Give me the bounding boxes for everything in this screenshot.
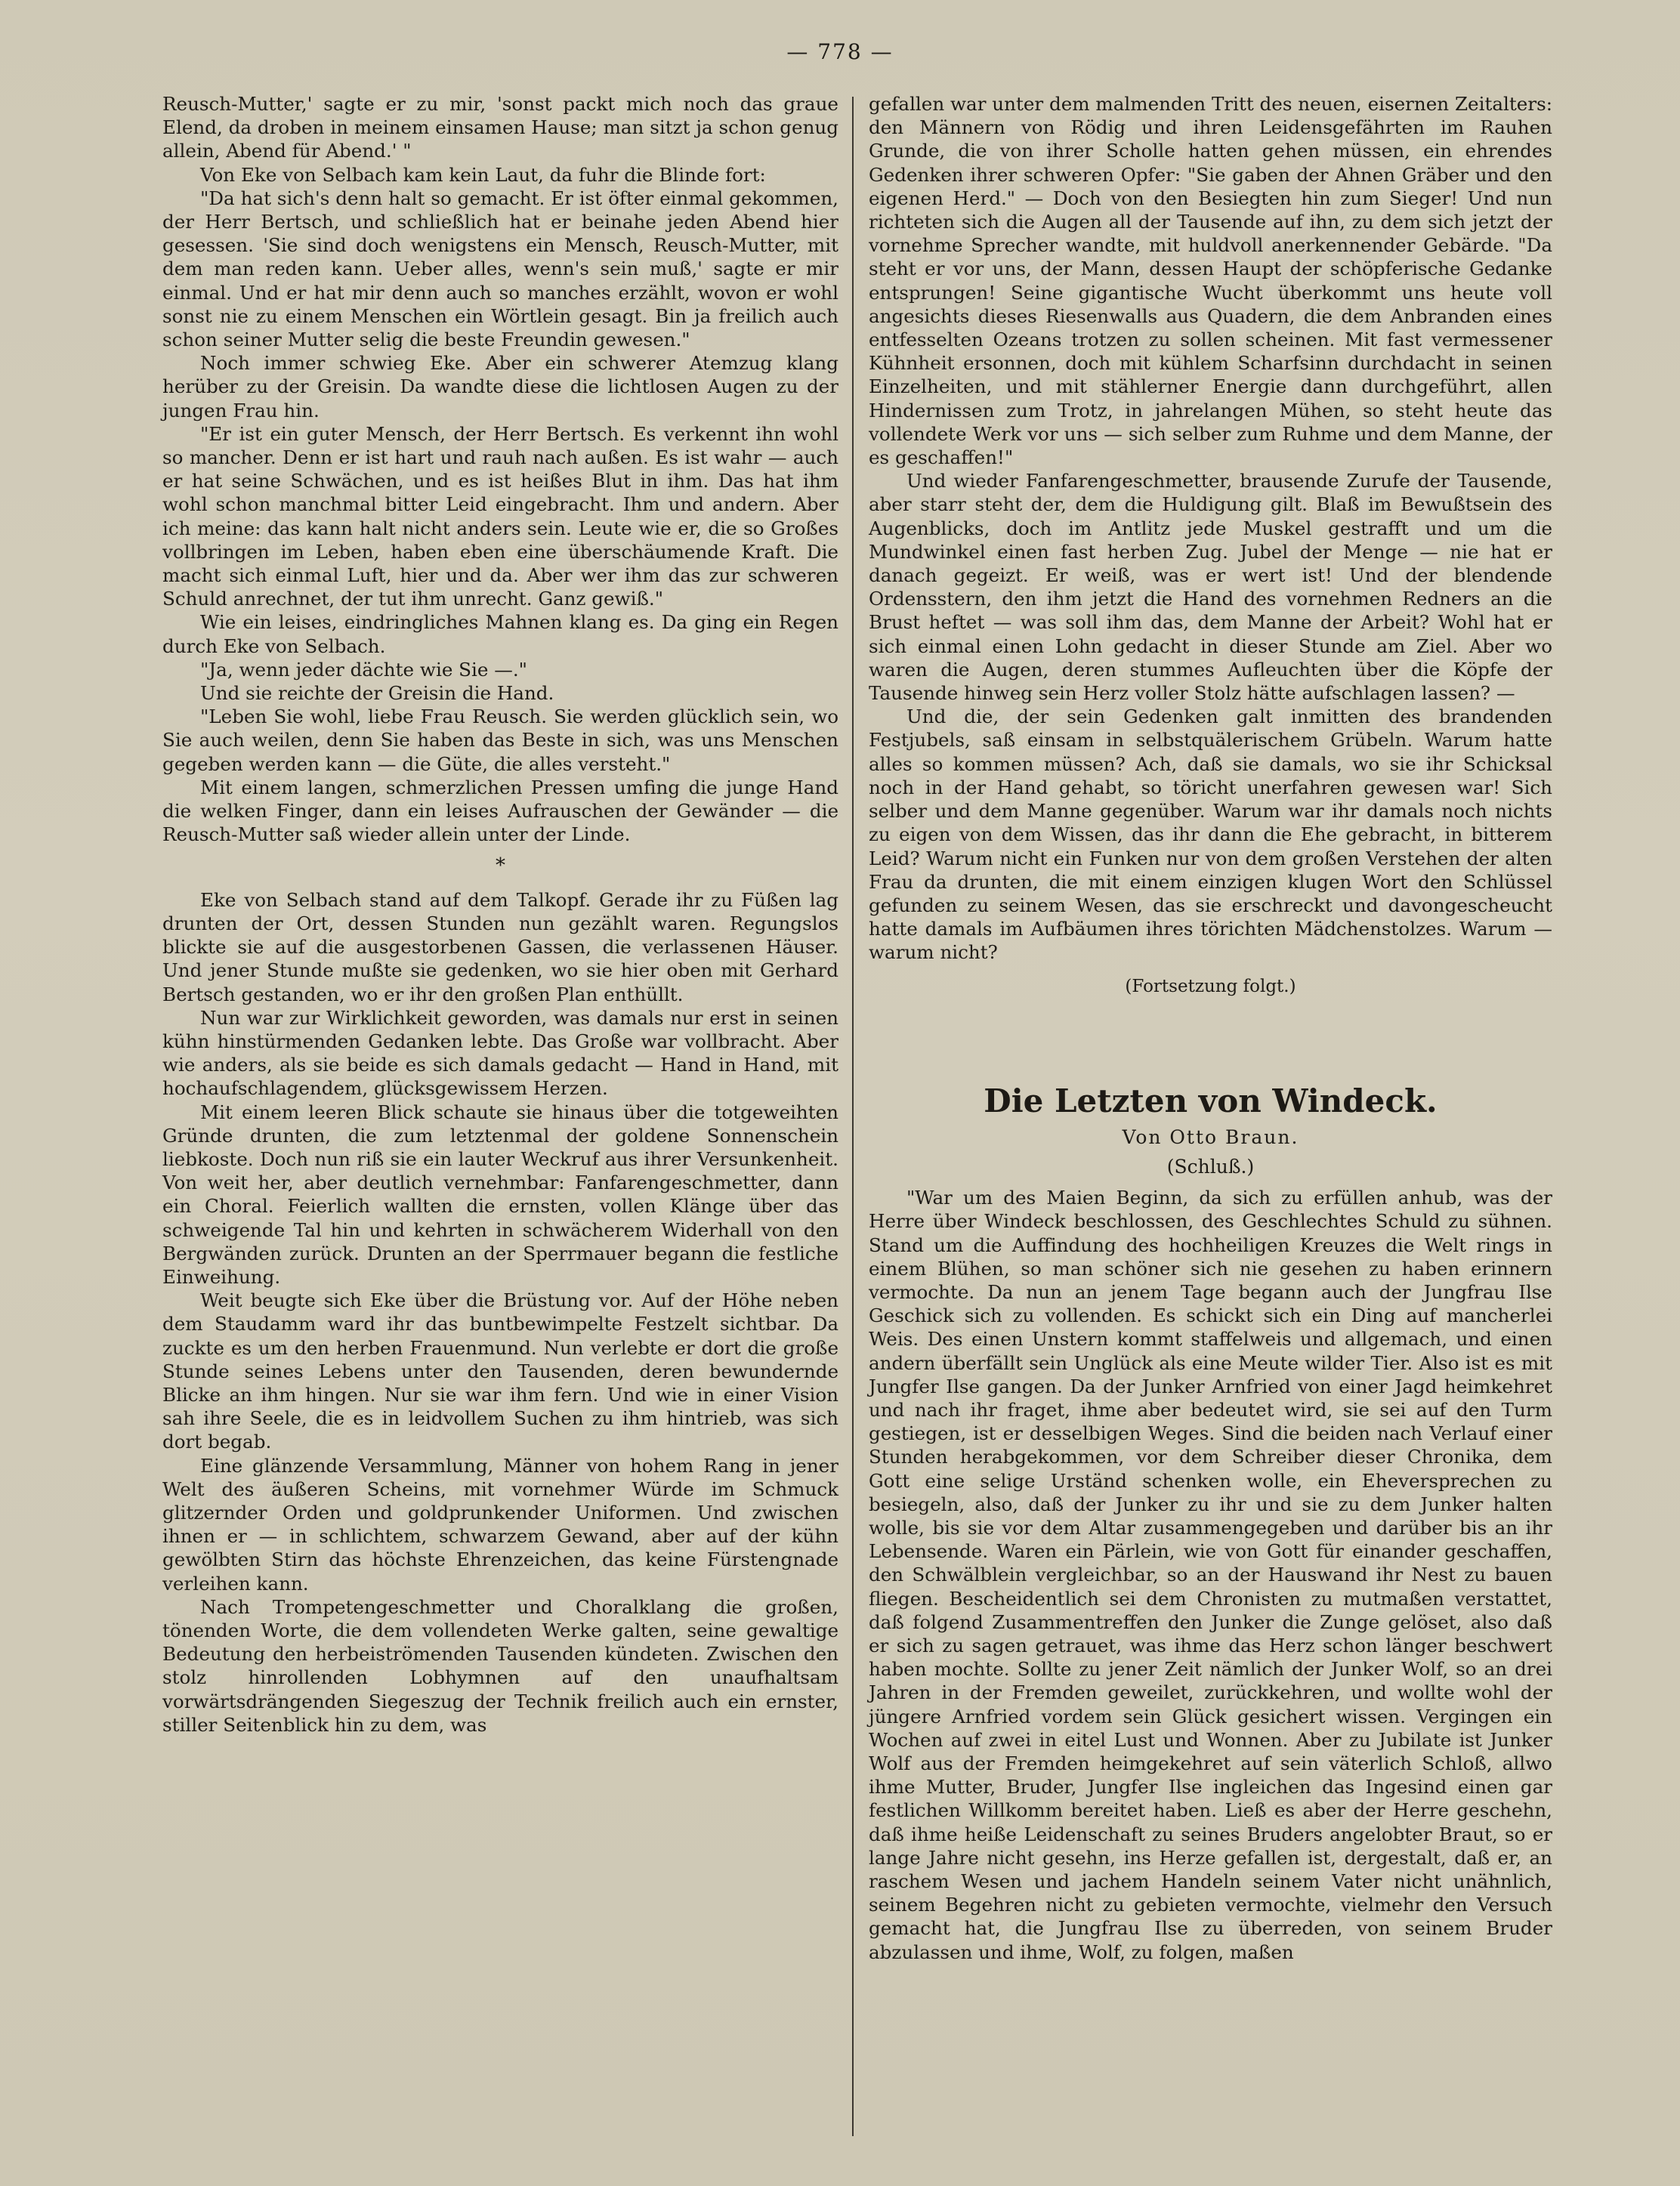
left-paragraph: Wie ein leises, eindringliches Mahnen klang es. Da ging ein Regen durch Eke von Selbach. [162,611,838,657]
left-paragraph: Nun war zur Wirklichkeit geworden, was damals nur erst in seinen kühn hinstürmenden Gedanken lebte. Das Große war vollbracht. Aber wie anders, als sie beide es sich damals gedacht — Hand in Hand, mit hochaufschlagendem, glücksgewissem Herzen. [162,1006,838,1100]
column-divider [852,97,854,2136]
story-title: Die Letzten von Windeck. [984,1082,1438,1119]
right-paragraph: Und wieder Fanfarengeschmetter, brausende Zurufe der Tausende, aber starr steht der, dem die Huldigung gilt. Blaß im Bewußtsein des Augenblicks, doch im Antlitz jede Muskel gestrafft und um die Mundwinkel einen fast herben Zug. Jubel der Menge — nie hat er danach gegeizt. Er weiß, was er wert ist! Und der blendende Ordensstern, den ihm jetzt die Hand des vornehmen Redners an die Brust heftet — was soll ihm das, dem Manne der Arbeit? Wohl hat er sich einmal einen Lohn gedacht in dieser Stunde am Ziel. Aber wo waren die Augen, deren stummes Aufleuchten über die Köpfe der Tausende hinweg sein Herz voller Stolz hätte aufschlagen lassen? — [869,470,1552,705]
left-column [162,92,838,1737]
left-paragraph: Nach Trompetengeschmetter und Choralklang die großen, tönenden Worte, die dem vollendeten Werke galten, seine gewaltige Bedeutung den herbeiströmenden Tausenden kündeten. Zwischen den stolz hinrollenden Lobhymnen auf den unaufhaltsam vorwärtsdrängenden Siegeszug der Technik freilich auch ein ernster, stiller Seitenblick hin zu dem, was [162,1595,838,1736]
left-paragraph: "Da hat sich's denn halt so gemacht. Er ist öfter einmal gekommen, der Herr Bertsch, und schließlich hat er beinahe jeden Abend hier gesessen. 'Sie sind doch wenigstens ein Mensch, Reusch-Mutter, mit dem man reden kann. Ueber alles, wenn's sein muß,' sagte er mir einmal. Und er hat mir denn auch so manches erzählt, wovon er wohl sonst nie zu einem Menschen ein Wörtlein gesagt. Bin ja freilich auch schon seiner Mutter selig die beste Freundin gewesen." [162,187,838,351]
left-paragraph: "Leben Sie wohl, liebe Frau Reusch. Sie werden glücklich sein, wo Sie auch weilen, denn Sie haben das Beste in sich, was uns Menschen gegeben werden kann — die Güte, die alles versteht." [162,706,838,775]
right-paragraph: gefallen war unter dem malmenden Tritt des neuen, eisernen Zeitalters: den Männern von Rödig und ihren Leidensgefährten im Rauhen Grunde, die von ihrer Scholle hatten gehen müssen, ein ehrendes Gedenken ihrer schweren Opfer: "Sie gaben der Ahnen Gräber und den eigenen Herd." — Doch von den Besiegten hin zum Sieger! Und nun richteten sich die Augen all der Tausende auf ihn, zu dem sich jetzt der vornehme Sprecher wandte, mit huldvoll anerkennender Gebärde. "Da steht er vor uns, der Mann, dessen Haupt der schöpferische Gedanke entsprungen! Seine gigantische Wucht überkommt uns heute voll angesichts dieses Riesenwalls aus Quadern, die dem Anbranden eines entfesselten Ozeans trotzen zu sollen scheinen. Mit fast vermessener Kühnheit ersonnen, doch mit kühlem Scharfsinn durchdacht in seinen Einzelheiten, und mit stählerner Energie dann durchgeführt, allen Hindernissen zum Trotz, in jahrelangen Mühen, so steht heute das vollendete Werk vor uns — sich selber zum Ruhme und dem Manne, der es geschaffen!" [869,93,1552,469]
story-subtitle: (Schluß.) [1166,1155,1255,1178]
continuation-note: (Fortsetzung folgt.) [1125,976,1296,996]
right-paragraph: Und die, der sein Gedenken galt inmitten des brandenden Festjubels, saß einsam in selbstquälerischem Grübeln. Warum hatte alles so kommen müssen? Ach, daß sie damals, wo sie ihr Schicksal noch in der Hand gehabt, so töricht unerfahren gewesen war! Sich selber und dem Manne gegenüber. Warum war ihr damals noch nichts zu eigen von dem Wissen, das ihr dann die Ehe gebracht, in bitterem Leid? Warum nicht ein Funken nur von dem großen Verstehen der alten Frau da drunten, die mit einem einzigen klugen Wort den Schlüssel gefunden zu seinem Wesen, das sie erschreckt und davongescheucht hatte damals im Aufbäumen ihres törichten Mädchenstolzes. Warum — warum nicht? [869,706,1552,964]
right-column [869,92,1552,1964]
left-paragraph: Noch immer schwieg Eke. Aber ein schwerer Atemzug klang herüber zu der Greisin. Da wandte diese die lichtlosen Augen zu der jungen Frau hin. [162,352,838,421]
left-paragraph: Eke von Selbach stand auf dem Talkopf. Gerade ihr zu Füßen lag drunten der Ort, dessen Stunden nun gezählt waren. Regungslos blickte sie auf die ausgestorbenen Gassen, die verlassenen Häuser. Und jener Stunde mußte sie gedenken, wo sie hier oben mit Gerhard Bertsch gestanden, wo er ihr den großen Plan enthüllt. [162,888,838,1005]
story-byline: Von Otto Braun. [1122,1125,1299,1148]
left-paragraph: Von Eke von Selbach kam kein Laut, da fuhr die Blinde fort: [200,163,766,186]
left-paragraph: Mit einem langen, schmerzlichen Pressen umfing die junge Hand die welken Finger, dann ein leises Aufrauschen der Gewänder — die Reusch-Mutter saß wieder allein unter der Linde. [162,776,838,846]
left-paragraph: Mit einem leeren Blick schaute sie hinaus über die totgeweihten Gründe drunten, die zum letztenmal der goldene Sonnenschein liebkoste. Doch nun riß sie ein lauter Weckruf aus ihrer Versunkenheit. Von weit her, aber deutlich vernehmbar: Fanfarengeschmetter, dann ein Choral. Feierlich wallten die ernsten, vollen Klänge über das schweigende Tal hin und kehrten in schwächerem Widerhall von den Bergwänden zurück. Drunten an der Sperrmauer begann die festliche Einweihung. [162,1101,838,1288]
story-paragraph: "War um des Maien Beginn, da sich zu erfüllen anhub, was der Herre über Windeck beschlossen, des Geschlechtes Schuld zu sühnen. Stand um die Auffindung des hochheiligen Kreuzes die Welt rings in einem Blühen, so man schöner sich nie gesehen zu haben erinnern vermochte. Da nun an jenem Tage begann auch der Jungfrau Ilse Geschick sich zu vollenden. Es schickt sich ein Ding auf mancherlei Weis. Des einen Unstern kommt staffelweis und allgemach, und einen andern überfällt sein Unglück als eine Meute wilder Tier. Also ist es mit Jungfer Ilse gangen. Da der Junker Arnfried von einer Jagd heimkehret und nach ihr fraget, ihme aber bedeutet wird, sie sei auf den Turm gestiegen, ist er desselbigen Weges. Sind die beiden nach Verlauf einer Stunden herabgekommen, vor dem Schreiber dieser Chronika, dem Gott eine selige Urständ schenken wolle, ein Eheversprechen zu besiegeln, also, daß der Junker zu ihr und sie zu dem Junker halten wolle, bis sie vor dem Altar zusammengegeben und darüber bis an ihr Lebensende. Waren ein Pärlein, wie von Gott für einander geschaffen, den Schwälblein vergleichbar, so an der Hauswand ihr Nest zu bauen fliegen. Bescheidentlich sei dem Chronisten zu mutmaßen verstattet, daß folgend Zusammentreffen den Junker die Zunge gelöset, also daß er sich zu sagen getrauet, was ihme das Herz schon länger beschwert haben mochte. Sollte zu jener Zeit nämlich der Junker Wolf, so an drei Jahren in der Fremden geweilet, zurückkehren, und wollte wohl der jüngere Arnfried vordem sein Glück gesichert wissen. Vergingen ein Wochen auf zwei in eitel Lust und Wonnen. Aber zu Jubilate ist Junker Wolf aus der Fremden heimgekehret auf sein väterlich Schloß, allwo ihme Mutter, Bruder, Jungfer Ilse ingleichen das Ingesind einen gar festlichen Willkomm bereitet haben. Ließ es aber der Herre geschehn, daß ihme heiße Leidenschaft zu seines Bruders angelobter Braut, so er lange Jahre nicht gesehn, ins Herze gefallen ist, dergestalt, daß er, an raschem Wesen und jachem Handeln seinem Vater nicht unähnlich, seinem Begehren nicht zu gebieten vermochte, vielmehr den Versuch gemacht hat, die Jungfrau Ilse zu überreden, von seinem Bruder abzulassen und ihme, Wolf, zu folgen, maßen [869,1187,1552,1963]
section-separator: * [496,854,505,877]
left-paragraph: "Er ist ein guter Mensch, der Herr Bertsch. Es verkennt ihn wohl so mancher. Denn er ist hart und rauh nach außen. Es ist wahr — auch er hat seine Schwächen, und es ist heißes Blut in ihm. Das hat ihm wohl schon manchmal bitter Leid eingebracht. Ihm und andern. Aber ich meine: das kann halt nicht anders sein. Leute wie er, die so Großes vollbringen im Leben, haben eben eine überschäumende Kraft. Die macht sich einmal Luft, hier und da. Aber wer ihm das zur schweren Schuld anrechnet, der tut ihm unrecht. Ganz gewiß." [162,422,838,610]
left-paragraph: Und sie reichte der Greisin die Hand. [200,682,554,705]
left-paragraph: Weit beugte sich Eke über die Brüstung vor. Auf der Höhe neben dem Staudamm ward ihr das buntbewimpelte Festzelt sichtbar. Da zuckte es um den herben Frauenmund. Nun verlebte er dort die große Stunde seines Lebens unter den Tausenden, deren bewundernde Blicke an ihm hingen. Nur sie war ihm fern. Und wie in einer Vision sah ihre Seele, die es in leidvollem Suchen zu ihm hintrieb, was sich dort begab. [162,1289,838,1453]
left-paragraph: Reusch-Mutter,' sagte er zu mir, 'sonst packt mich noch das graue Elend, da droben in meinem einsamen Hause; man sitzt ja schon genug allein, Abend für Abend.' " [162,93,838,162]
left-paragraph: Eine glänzende Versammlung, Männer von hohem Rang in jener Welt des äußeren Scheins, mit vornehmer Würde im Schmuck glitzernder Orden und goldprunkender Uniformen. Und zwischen ihnen er — in schlichtem, schwarzem Gewand, aber auf der kühn gewölbten Stirn das höchste Ehrenzeichen, das keine Fürstengnade verleihen kann. [162,1454,838,1595]
left-paragraph: "Ja, wenn jeder dächte wie Sie —." [200,658,527,681]
page-number: — 778 — [786,39,894,64]
